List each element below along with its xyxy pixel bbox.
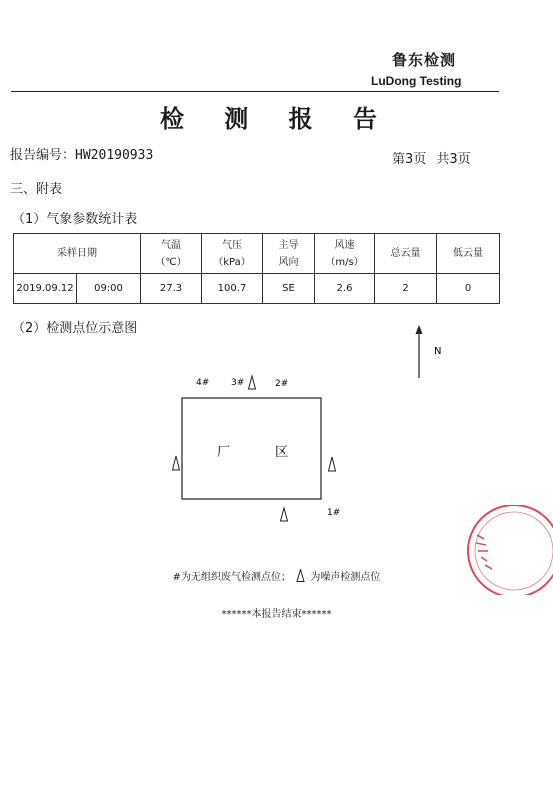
area-label-1: 厂 (217, 445, 231, 460)
report-number-value: HW20190933 (75, 148, 154, 163)
cell-temperature: 27.3 (141, 274, 202, 304)
header-total-cloud: 总云量 (375, 234, 437, 274)
plant-boundary (182, 398, 321, 499)
legend-noise-text: 为噪声检测点位 (310, 572, 381, 583)
header-pressure: 气压 （kPa） (202, 234, 263, 274)
cell-low-cloud: 0 (437, 274, 500, 304)
company-name-cn: 鲁东检测 (392, 51, 457, 69)
report-title: 检 测 报 告 (159, 105, 394, 133)
report-number-label: 报告编号： (10, 148, 76, 163)
noise-point-west-icon (173, 456, 180, 470)
legend-gas-text: #为无组织废气检测点位； (172, 572, 291, 583)
section-title: 三、附表 (10, 182, 63, 197)
north-label: N (434, 346, 442, 357)
page-current: 第3页 (392, 152, 427, 167)
cell-time: 09:00 (77, 274, 141, 304)
cell-wind-direction: SE (263, 274, 315, 304)
cell-pressure: 100.7 (202, 274, 263, 304)
cell-wind-speed: 2.6 (315, 274, 375, 304)
triangle-icon (296, 569, 305, 582)
company-seal-stamp (464, 505, 553, 595)
header-low-cloud: 低云量 (437, 234, 500, 274)
cell-date: 2019.09.12 (14, 274, 77, 304)
diagram-title: （2）检测点位示意图 (12, 321, 138, 336)
cell-total-cloud: 2 (375, 274, 437, 304)
point-label-3: 3# (231, 378, 245, 388)
noise-point-south-icon (281, 508, 288, 521)
noise-point-east-icon (329, 457, 336, 471)
header-temperature: 气温 （℃） (141, 234, 202, 274)
company-name-en: LuDong Testing (371, 74, 462, 88)
area-label-2: 区 (275, 445, 289, 460)
page-total: 共3页 (436, 152, 471, 167)
point-label-2: 2# (275, 379, 289, 389)
point-label-1: 1# (327, 508, 341, 518)
report-end-marker: ******本报告结束****** (221, 609, 332, 620)
header-sampling-date: 采样日期 (14, 234, 141, 274)
weather-table-title: （1）气象参数统计表 (12, 212, 138, 227)
noise-point-north-icon (249, 376, 256, 389)
point-label-4: 4# (196, 378, 210, 388)
header-wind-direction: 主导 风向 (263, 234, 315, 274)
header-wind-speed: 风速 （m/s） (315, 234, 375, 274)
north-arrow-icon (416, 325, 423, 378)
